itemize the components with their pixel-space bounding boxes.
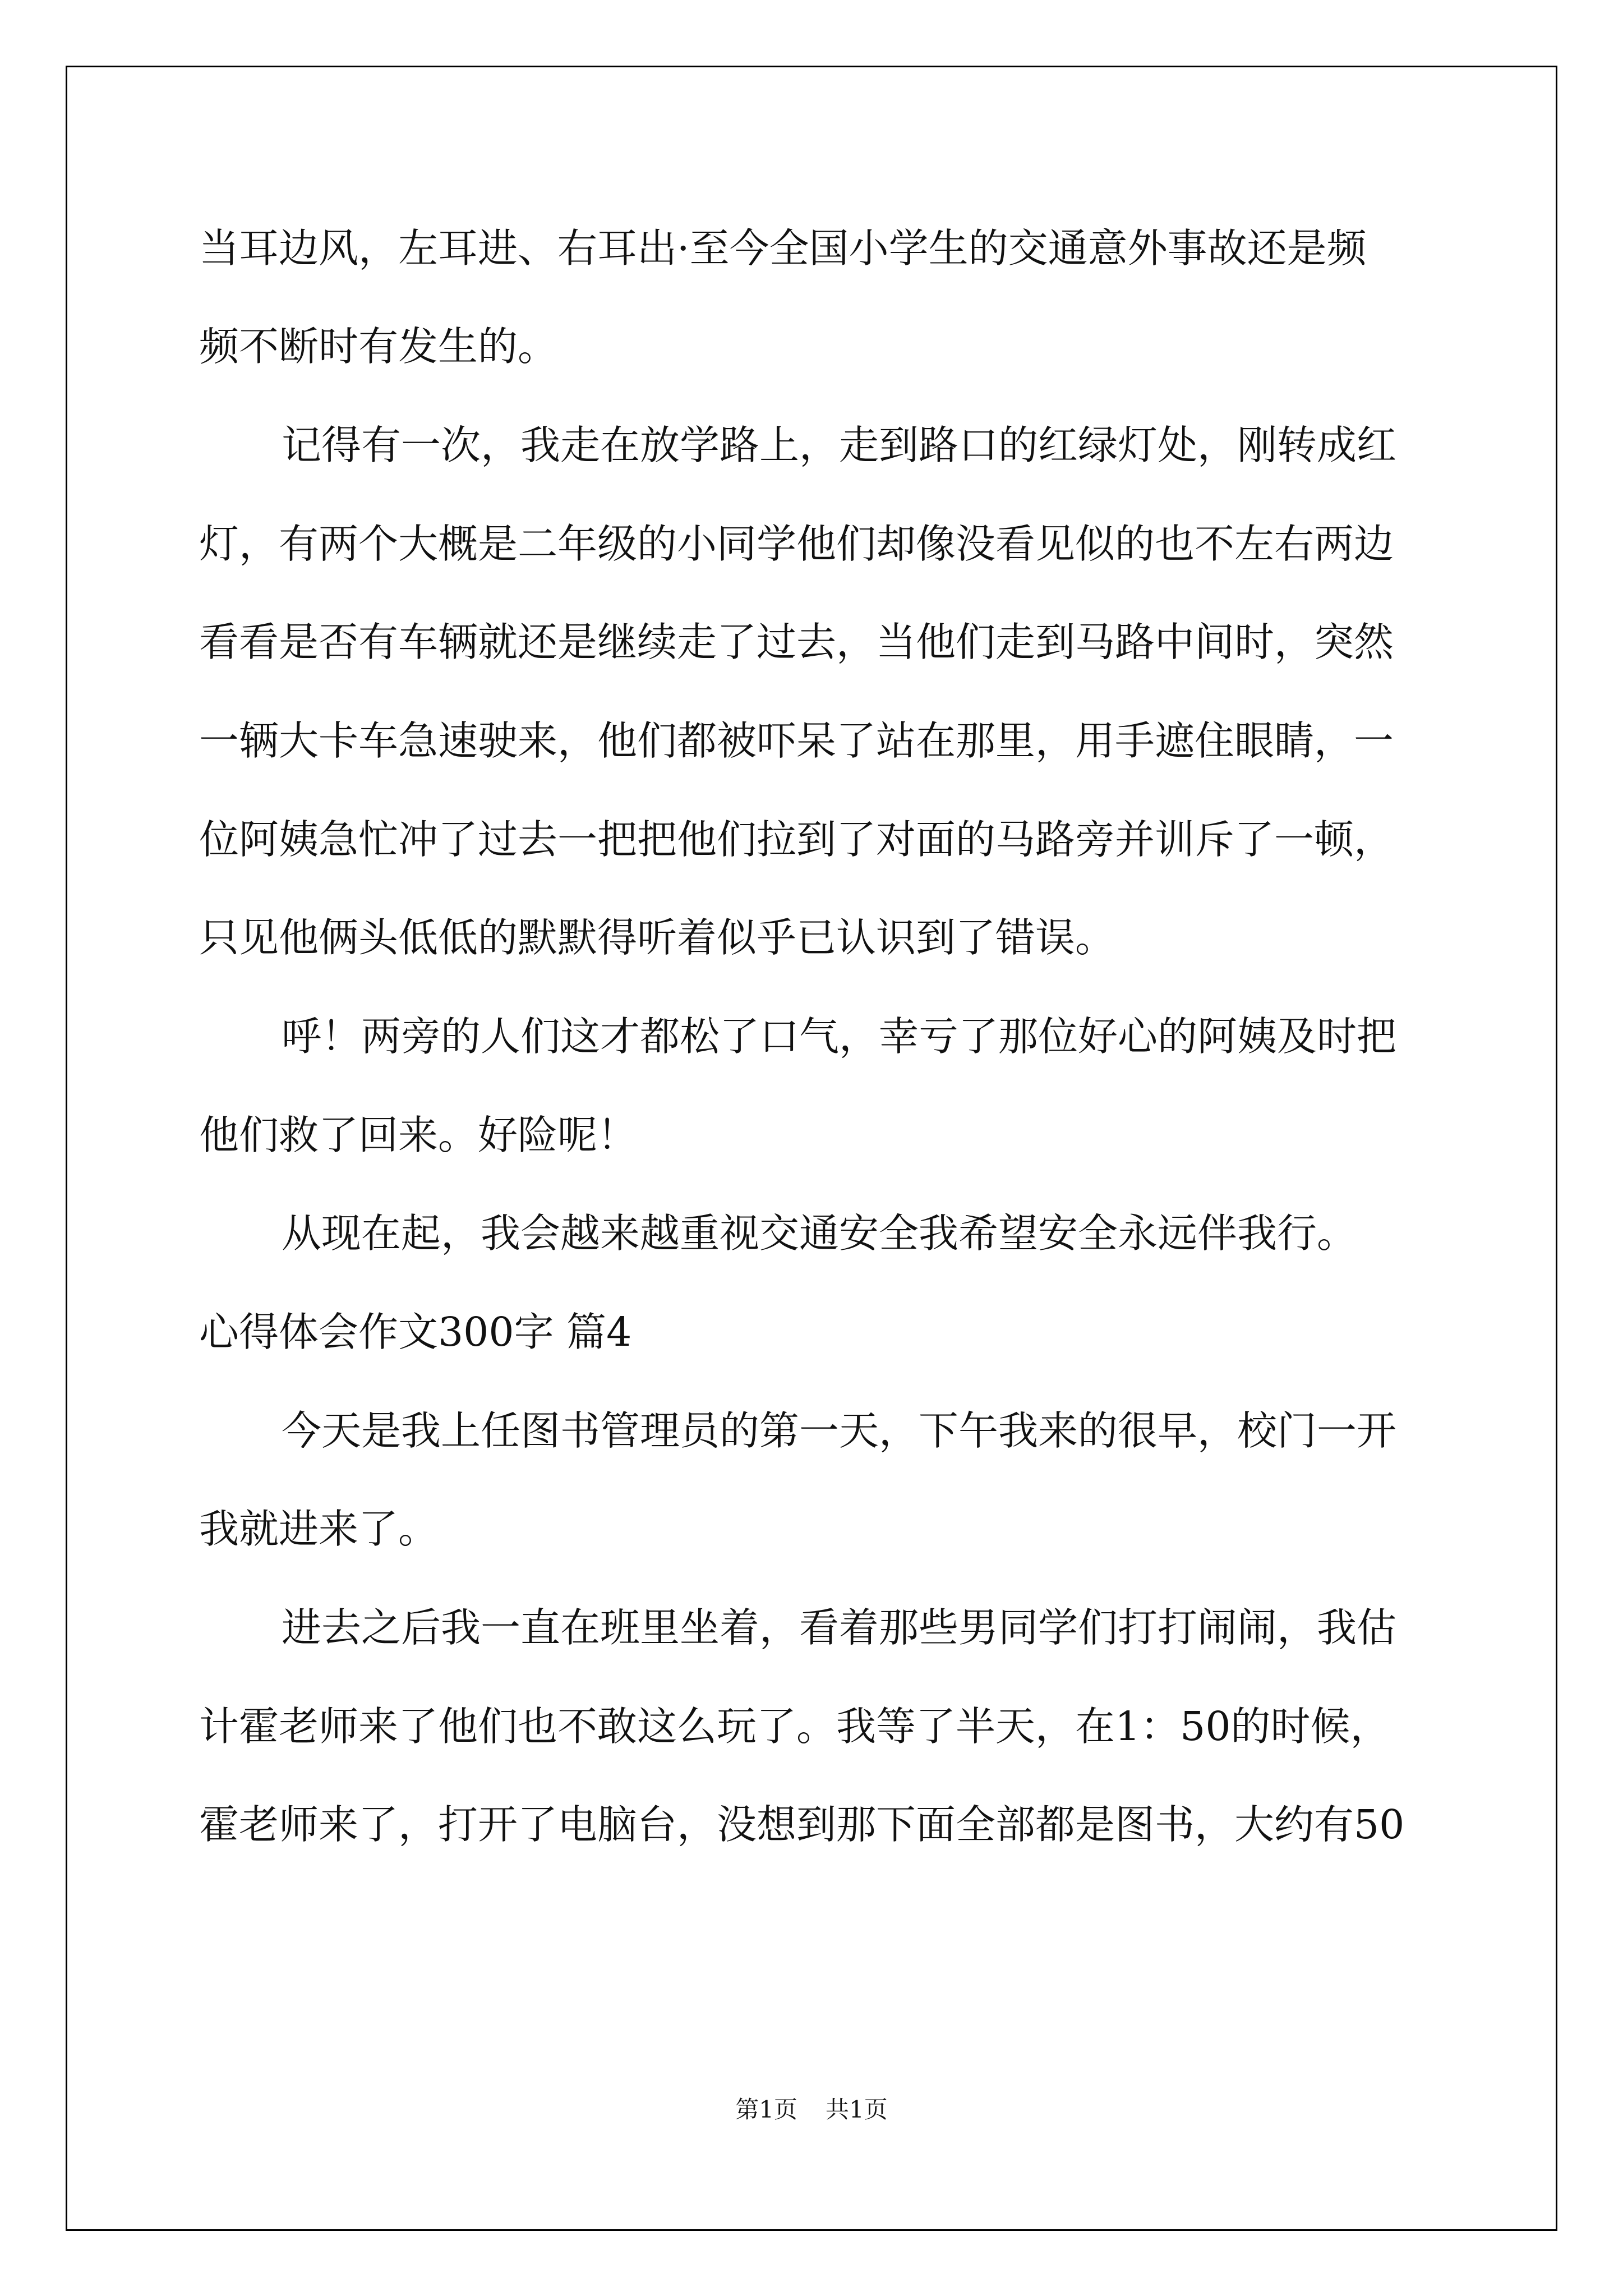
text-line-4: 灯，有两个大概是二年级的小同学他们却像没看见似的也不左右两边 bbox=[199, 521, 1394, 567]
text-line-14: 我就进来了。 bbox=[199, 1506, 439, 1552]
text-line-7: 位阿姨急忙冲了过去一把把他们拉到了对面的马路旁并训斥了一顿， bbox=[199, 816, 1394, 863]
text-line-16: 计霍老师来了他们也不敢这么玩了。我等了半天，在1：50的时候， bbox=[199, 1703, 1390, 1750]
section-heading: 心得体会作文300字 篇4 bbox=[199, 1309, 632, 1355]
text-line-6: 一辆大卡车急速驶来，他们都被吓呆了站在那里，用手遮住眼睛，一 bbox=[199, 717, 1394, 764]
page-total: 共1页 bbox=[826, 2096, 888, 2123]
text-line-10: 他们救了回来。好险呢！ bbox=[199, 1112, 638, 1158]
page-footer bbox=[0, 2091, 1623, 2125]
text-line-5: 看看是否有车辆就还是继续走了过去，当他们走到马路中间时，突然 bbox=[199, 619, 1394, 665]
text-line-15: 进去之后我一直在班里坐着，看着那些男同学们打打闹闹，我估 bbox=[282, 1604, 1397, 1651]
page-number: 第1页 bbox=[735, 2096, 797, 2123]
text-line-1: 当耳边风，左耳进、右耳出·至今全国小学生的交通意外事故还是频 bbox=[199, 225, 1367, 272]
text-line-8: 只见他俩头低低的默默得听着似乎已认识到了错误。 bbox=[199, 914, 1115, 961]
text-line-3: 记得有一次，我走在放学路上，走到路口的红绿灯处，刚转成红 bbox=[282, 422, 1397, 468]
text-line-13: 今天是我上任图书管理员的第一天，下午我来的很早，校门一开 bbox=[282, 1407, 1397, 1454]
text-line-17: 霍老师来了，打开了电脑台，没想到那下面全部都是图书，大约有50 bbox=[199, 1801, 1405, 1848]
text-line-9: 呼！两旁的人们这才都松了口气，幸亏了那位好心的阿姨及时把 bbox=[282, 1013, 1397, 1060]
text-line-11: 从现在起，我会越来越重视交通安全我希望安全永远伴我行。 bbox=[282, 1210, 1357, 1257]
text-line-2: 频不断时有发生的。 bbox=[199, 323, 558, 370]
